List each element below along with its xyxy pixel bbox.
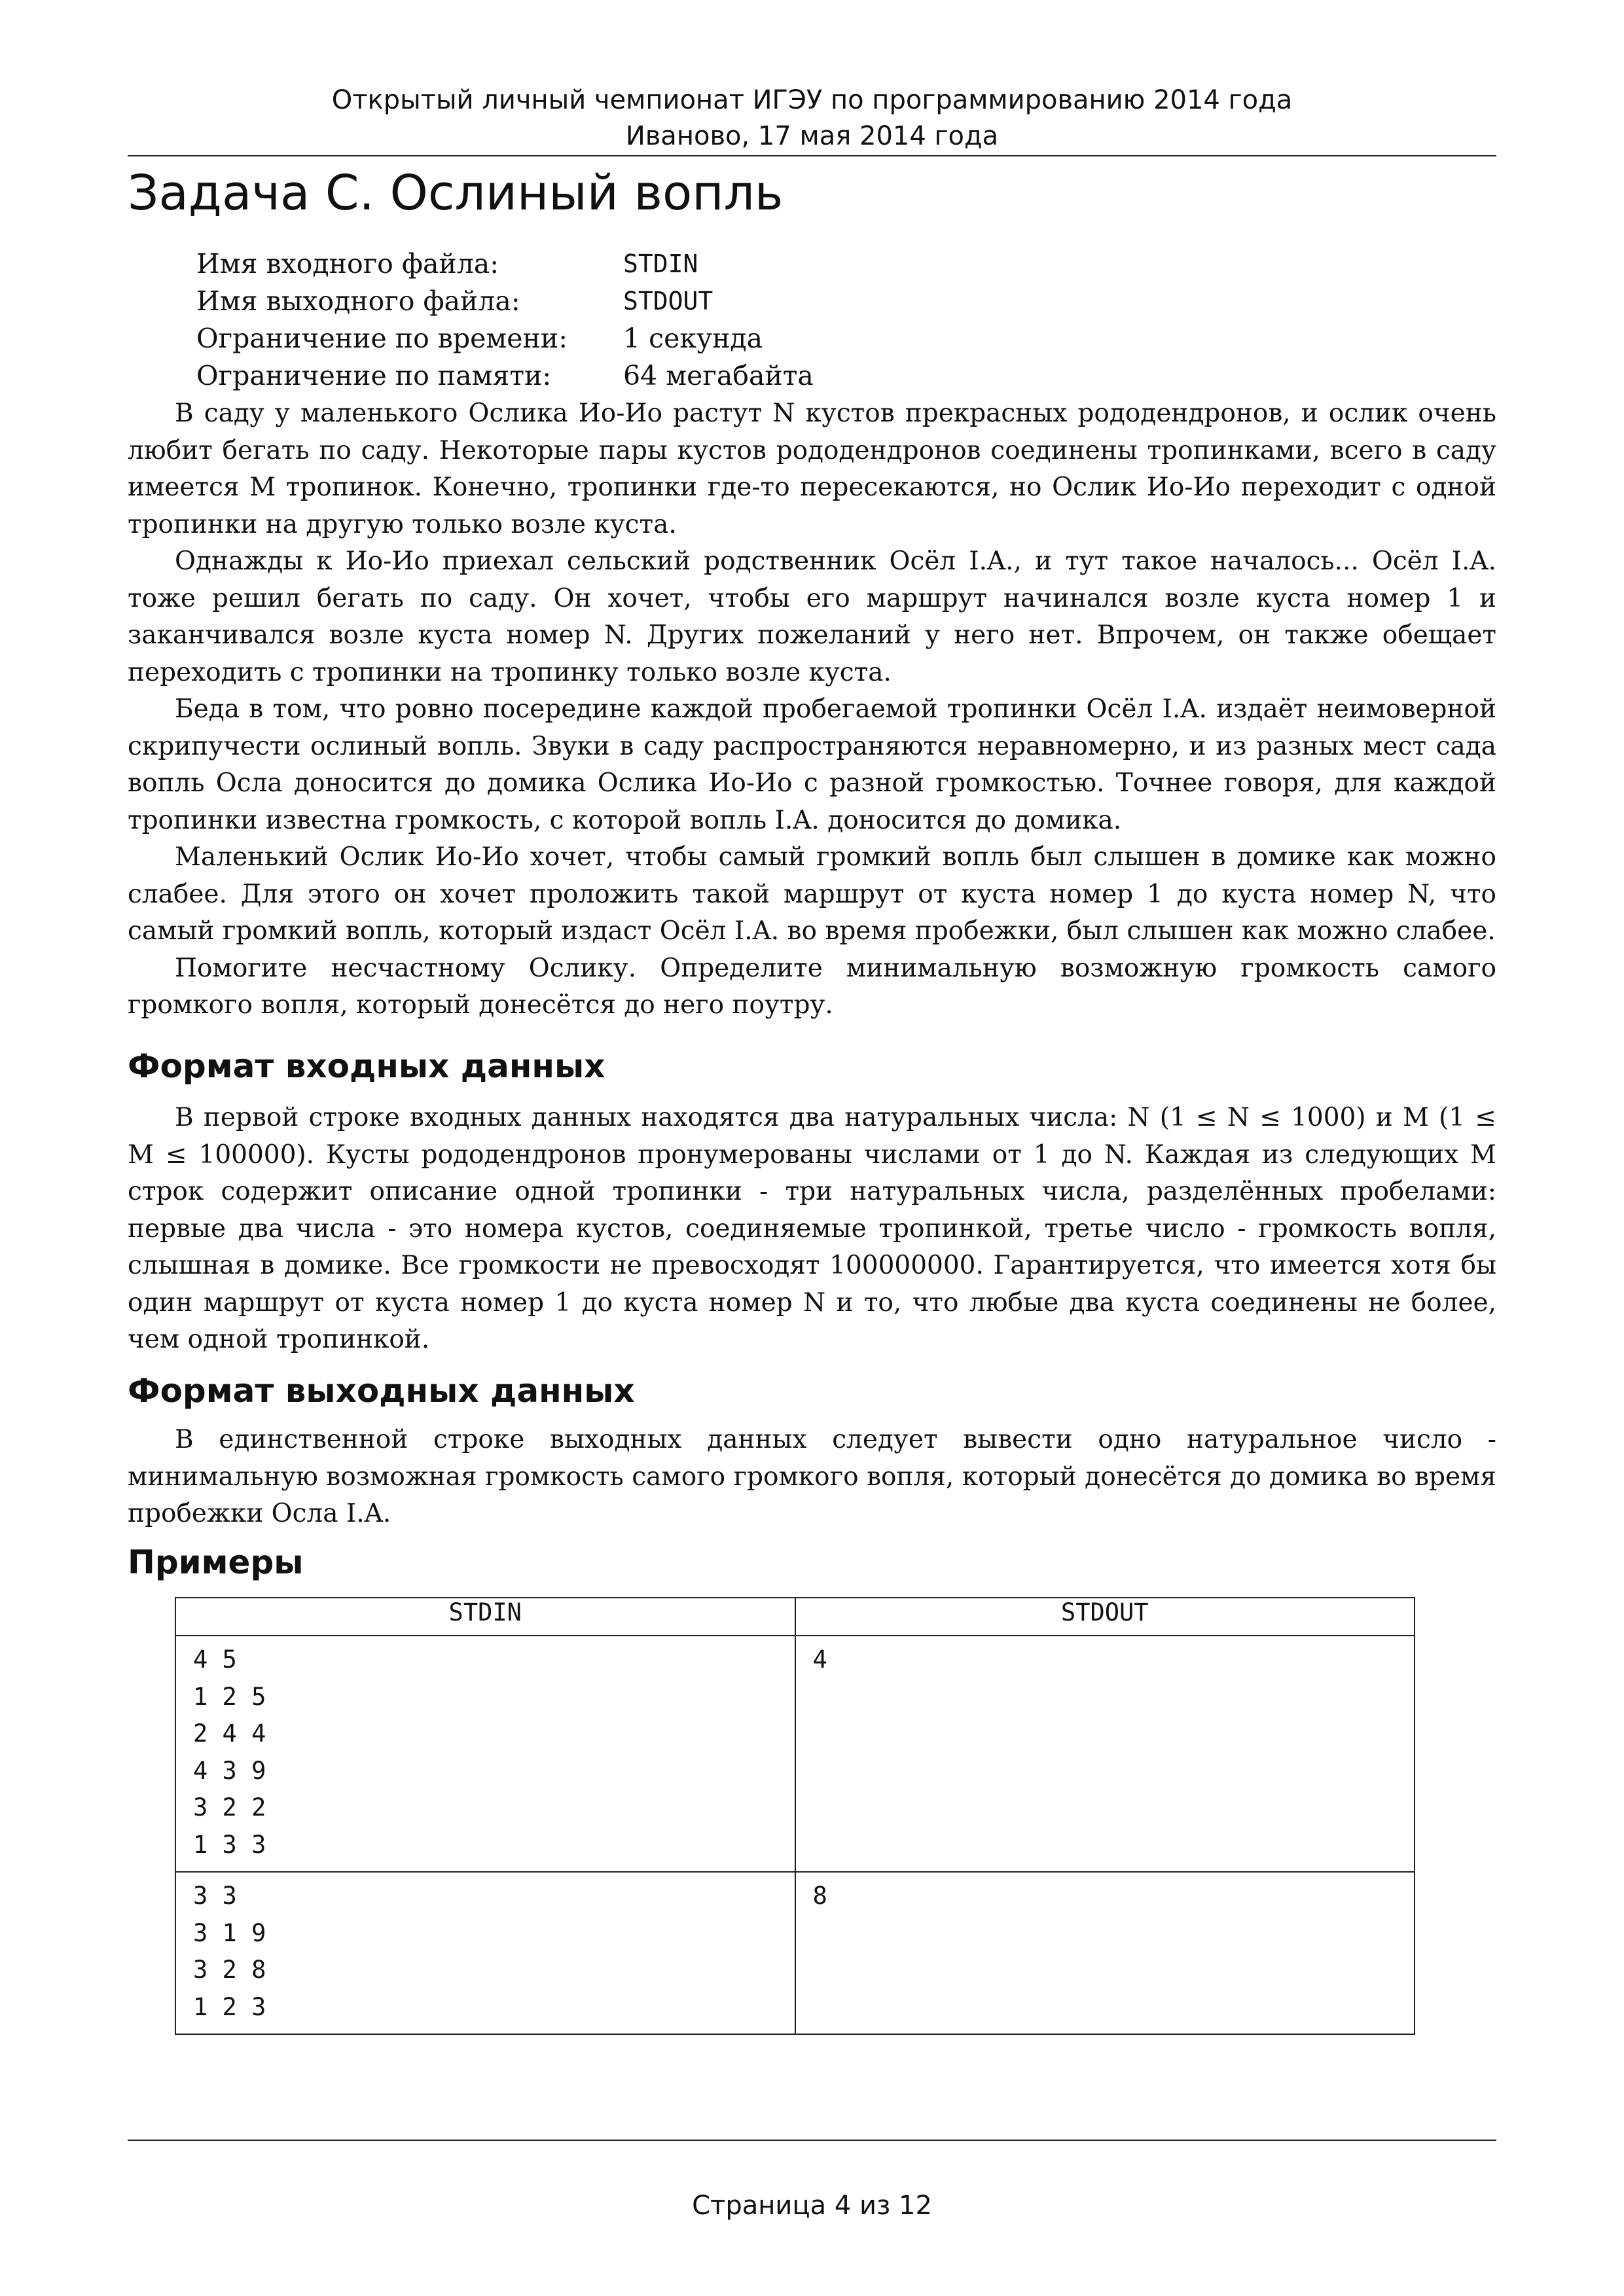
example-input-line: 3 1 9 [193, 1918, 266, 1947]
legend-paragraph: Однажды к Ио-Ио приехал сельский родственник Осёл I.A., и тут такое началось... Осёл I.A. тоже решил бегать по саду. Он хочет, чтобы его маршрут начинался возле куста номер 1 и заканчивался возле куста номер N. Других пожеланий у него нет. Впрочем, он также обещает переходить с тропинки на тропинку только возле куста. [128, 547, 1496, 687]
output-format-text [128, 1422, 1496, 1533]
example-row [175, 1636, 1415, 1872]
limit-value: STDOUT [623, 286, 713, 315]
example-input-line: 3 2 8 [193, 1956, 266, 1984]
header-rule [128, 155, 1496, 156]
limit-value: STDIN [623, 249, 698, 278]
input-format-paragraph: В первой строке входных данных находятся два натуральных числа: N (1 ≤ N ≤ 1000) и M (1 ≤ M ≤ 100000). Кусты рододендронов пронумерованы числами от 1 до N. Каждая из следующих M строк содержит описание одной тропинки - три натуральных числа, разделённых пробелами: первые два числа - это номера кустов, соединяемые тропинкой, третье число - громкость вопля, слышная в домике. Все громкости не превосходят 100000000. Гарантируется, что имеется хотя бы один маршрут от куста номер 1 до куста номер N и то, что любые два куста соединены не более, чем одной тропинкой. [128, 1103, 1496, 1354]
example-output-cell [795, 1636, 1415, 1872]
examples-header-input: STDIN [175, 1598, 795, 1636]
input-format-text [128, 1100, 1496, 1359]
legend-paragraph: В саду у маленького Ослика Ио-Ио растут N кустов прекрасных рододендронов, и ослик очень любит бегать по саду. Некоторые пары кустов рододендронов соединены тропинками, всего в саду имеется M тропинок. Конечно, тропинки где-то пересекаются, но Ослик Ио-Ио переходит с одной тропинки на другую только возле куста. [128, 399, 1496, 539]
contest-title: Открытый личный чемпионат ИГЭУ по программированию 2014 года [331, 85, 1293, 115]
limit-label: Ограничение по памяти: [196, 359, 552, 391]
output-format-paragraph: В единственной строке выходных данных следует вывести одно натуральное число - минимальную возможная громкость самого громкого вопля, который донесётся до домика во время пробежки Осла I.A. [128, 1425, 1496, 1528]
example-output-line: 4 [812, 1645, 827, 1674]
example-input-line: 1 2 3 [193, 1992, 266, 2021]
example-input-line: 1 3 3 [193, 1830, 266, 1859]
examples-header-output: STDOUT [795, 1598, 1415, 1636]
contest-date: Иваново, 17 мая 2014 года [625, 121, 999, 151]
examples-heading: Примеры [128, 1543, 304, 1581]
example-input-line: 4 3 9 [193, 1756, 266, 1785]
legend-paragraph: Маленький Ослик Ио-Ио хочет, чтобы самый громкий вопль был слышен в домике как можно слабее. Для этого он хочет проложить такой маршрут от куста номер 1 до куста номер N, что самый громкий вопль, который издаст Осёл I.A. во время пробежки, был слышен как можно слабее. [128, 842, 1496, 946]
output-format-heading: Формат выходных данных [128, 1372, 635, 1410]
limit-row [196, 245, 814, 282]
example-row [175, 1872, 1415, 2034]
footer-rule [128, 2140, 1496, 2141]
example-input-line: 2 4 4 [193, 1719, 266, 1748]
example-input-line: 3 3 [193, 1882, 237, 1910]
limit-row [196, 319, 814, 357]
legend-paragraph: Беда в том, что ровно посередине каждой пробегаемой тропинки Осёл I.A. издаёт неимоверной скрипучести ослиный вопль. Звуки в саду распространяются неравномерно, и из разных мест сада вопль Осла доносится до домика Ослика Ио-Ио с разной громкостью. Точнее говоря, для каждой тропинки известна громкость, с которой вопль I.A. доносится до домика. [128, 694, 1496, 835]
example-input-cell [175, 1872, 795, 2034]
example-output-line: 8 [812, 1882, 827, 1910]
problem-limits [196, 245, 814, 394]
input-format-heading: Формат входных данных [128, 1047, 605, 1085]
example-input-line: 1 2 5 [193, 1682, 266, 1711]
example-input-line: 3 2 2 [193, 1793, 266, 1821]
example-input-line: 4 5 [193, 1645, 237, 1674]
legend-paragraph: Помогите несчастному Ослику. Определите минимальную возможную громкость самого громкого вопля, который донесётся до него поутру. [128, 953, 1496, 1020]
examples-table [175, 1597, 1415, 2035]
example-output-cell [795, 1872, 1415, 2034]
page-number: Страница 4 из 12 [692, 2191, 932, 2221]
examples-header-row [175, 1598, 1415, 1636]
problem-legend [128, 395, 1496, 1024]
limit-label: Имя входного файла: [196, 247, 499, 279]
limit-value: 1 секунда [623, 322, 763, 354]
examples-body [175, 1636, 1415, 2034]
problem-title: Задача C. Ослиный вопль [128, 165, 784, 221]
limit-value: 64 мегабайта [623, 359, 814, 391]
limit-label: Имя выходного файла: [196, 285, 520, 317]
limit-label: Ограничение по времени: [196, 322, 568, 354]
limit-row [196, 282, 814, 319]
example-input-cell [175, 1636, 795, 1872]
limit-row [196, 357, 814, 394]
